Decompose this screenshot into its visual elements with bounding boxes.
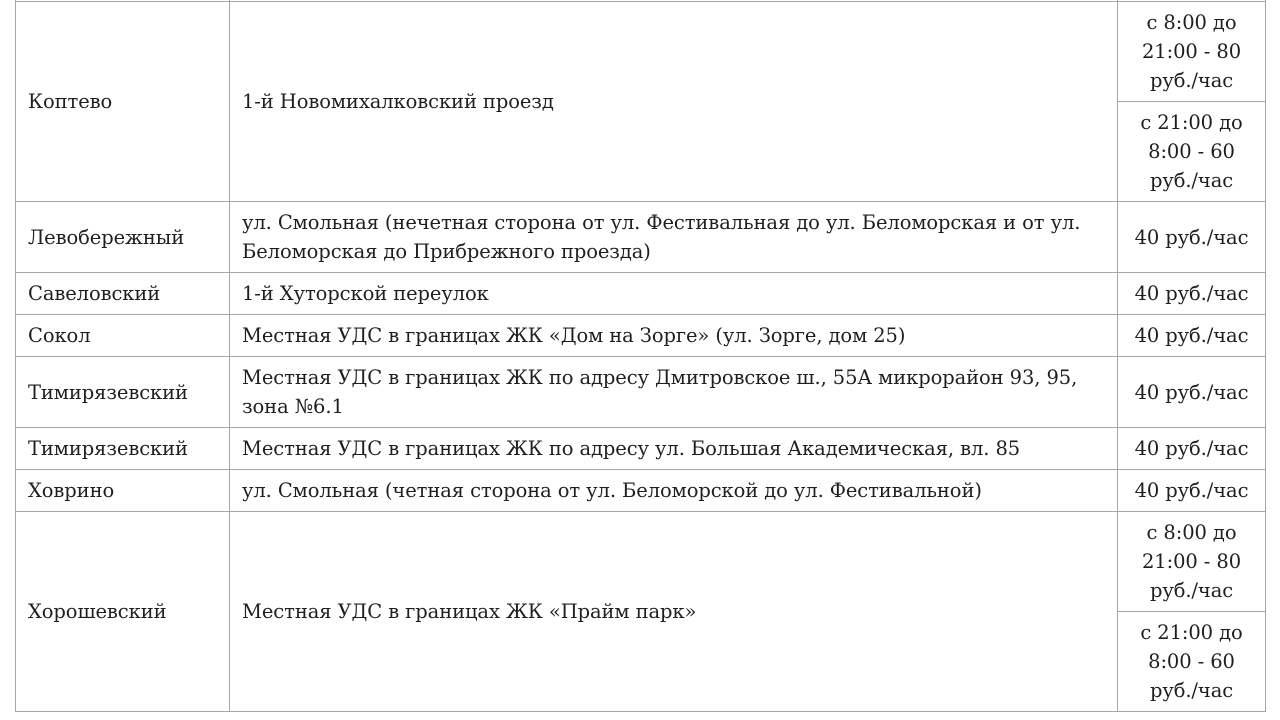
table-row — [16, 428, 1266, 470]
table-row — [16, 273, 1266, 315]
table-cell-price-night: с 21:00 до 8:00 - 60 руб./час — [1118, 102, 1266, 202]
table-cell-address: 1-й Новомихалковский проезд — [230, 2, 1118, 202]
table-cell-price: 40 руб./час — [1118, 273, 1266, 315]
table-cell-address: 1-й Хуторской переулок — [230, 273, 1118, 315]
table-cell-price: 40 руб./час — [1118, 357, 1266, 428]
table-cell-district: Хорошевский — [16, 512, 230, 712]
table-cell-district: Тимирязевский — [16, 357, 230, 428]
table-cell-price: 40 руб./час — [1118, 202, 1266, 273]
table-cell-price: 40 руб./час — [1118, 315, 1266, 357]
table-cell-district: Коптево — [16, 2, 230, 202]
table-cell-price: 40 руб./час — [1118, 470, 1266, 512]
table-cell-price-night: с 21:00 до 8:00 - 60 руб./час — [1118, 612, 1266, 712]
table-cell-district: Сокол — [16, 315, 230, 357]
parking-tariff-table — [15, 0, 1266, 712]
table-cell-district: Тимирязевский — [16, 428, 230, 470]
table-cell-address: Местная УДС в границах ЖК по адресу Дмитровское ш., 55А микрорайон 93, 95, зона №6.1 — [230, 357, 1118, 428]
table-cell-district: Савеловский — [16, 273, 230, 315]
table-cell-address: Местная УДС в границах ЖК по адресу ул. Большая Академическая, вл. 85 — [230, 428, 1118, 470]
table-cell-price: 40 руб./час — [1118, 428, 1266, 470]
table-row — [16, 512, 1266, 612]
table-row — [16, 470, 1266, 512]
table-cell-district: Ховрино — [16, 470, 230, 512]
table-row — [16, 357, 1266, 428]
table-cell-address: ул. Смольная (нечетная сторона от ул. Фестивальная до ул. Беломорская и от ул. Беломорская до Прибрежного проезда) — [230, 202, 1118, 273]
table-cell-price-day: с 8:00 до 21:00 - 80 руб./час — [1118, 512, 1266, 612]
table-cell-address: ул. Смольная (четная сторона от ул. Беломорской до ул. Фестивальной) — [230, 470, 1118, 512]
table-cell-address: Местная УДС в границах ЖК «Прайм парк» — [230, 512, 1118, 712]
table-row — [16, 202, 1266, 273]
table-cell-district: Левобережный — [16, 202, 230, 273]
table-cell-price-day: с 8:00 до 21:00 - 80 руб./час — [1118, 2, 1266, 102]
table-row — [16, 2, 1266, 102]
table-row — [16, 315, 1266, 357]
table-cell-address: Местная УДС в границах ЖК «Дом на Зорге» (ул. Зорге, дом 25) — [230, 315, 1118, 357]
